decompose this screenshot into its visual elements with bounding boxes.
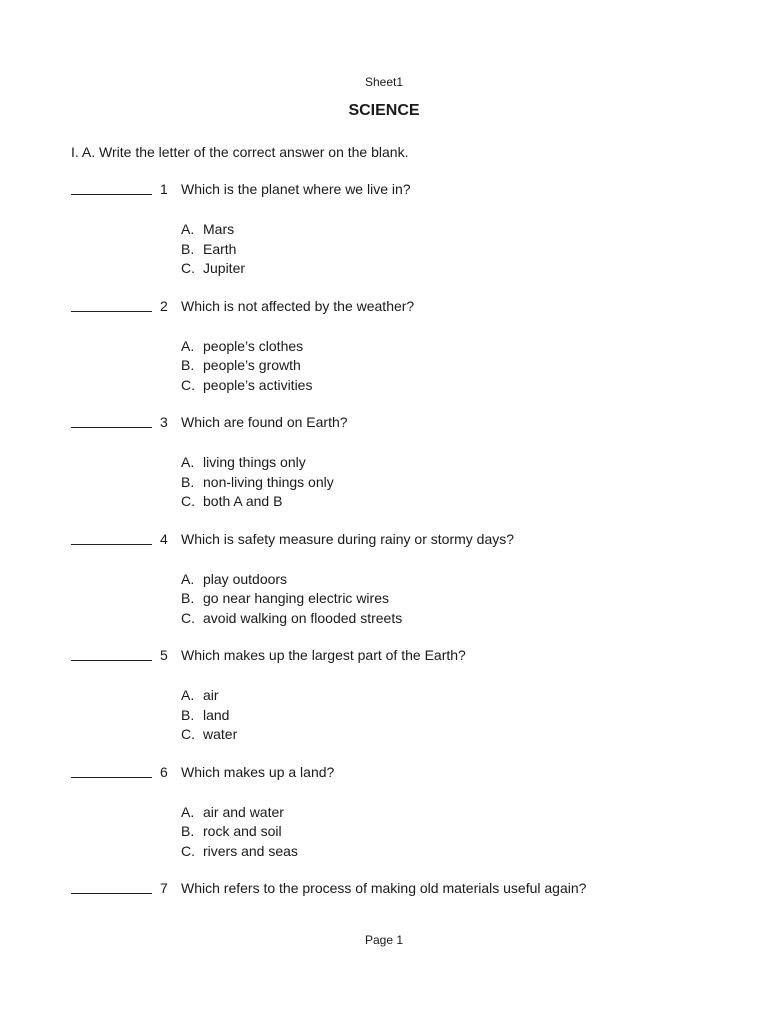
option-item [181,686,237,706]
option-list [181,803,298,862]
answer-blank[interactable] [71,893,152,894]
answer-blank[interactable] [71,311,152,312]
option-item [181,240,245,260]
option-letter: B. [181,473,195,490]
question-number: 2 [160,297,168,314]
option-text: land [203,706,230,723]
option-item [181,803,298,823]
question-text: Which makes up the largest part of the Earth? [181,647,466,663]
option-letter: A. [181,803,195,820]
option-letter: A. [181,337,195,354]
option-letter: B. [181,706,195,723]
option-text: Mars [203,221,235,237]
question-item [0,882,768,906]
question-text: Which is safety measure during rainy or stormy days? [181,530,515,547]
option-item [181,842,298,862]
option-item [181,589,402,609]
question-number: 6 [160,763,168,780]
option-letter: C. [181,609,195,626]
option-letter: B. [181,823,195,839]
option-text: avoid walking on flooded streets [203,609,403,626]
question-text: Which refers to the process of making old materials useful again? [181,880,587,896]
question-item [0,183,768,293]
option-list [181,337,312,396]
option-letter: B. [181,590,195,606]
sheet-label: Sheet1 [364,75,404,89]
answer-blank[interactable] [71,777,152,778]
option-text: water [203,726,238,742]
option-text: Jupiter [203,260,246,276]
option-item [181,473,334,493]
option-item [181,706,237,726]
answer-blank[interactable] [71,427,152,428]
option-item [181,492,334,512]
option-letter: A. [181,454,195,470]
option-item [181,356,312,376]
question-number: 3 [160,414,168,430]
option-list [181,686,237,745]
option-text: people’s growth [203,357,301,373]
option-letter: A. [181,570,195,587]
question-item [0,763,768,876]
option-letter: C. [181,842,195,859]
question-number: 5 [160,647,168,663]
question-text: Which makes up a land? [181,763,335,780]
option-item [181,725,237,745]
option-text: play outdoors [203,570,288,587]
option-list [181,570,402,629]
option-text: air and water [203,803,284,820]
option-text: air [203,687,219,703]
option-item [181,609,402,629]
option-text: people’s activities [203,376,313,393]
option-text: go near hanging electric wires [203,590,389,606]
option-letter: C. [181,376,195,393]
option-text: Earth [203,240,237,257]
option-item [181,337,312,357]
option-item [181,453,334,473]
option-text: living things only [203,454,306,470]
question-number: 1 [160,181,168,197]
option-item [181,220,245,240]
answer-blank[interactable] [71,660,152,661]
option-item [181,822,298,842]
option-text: people’s clothes [203,337,304,354]
option-list [181,453,334,512]
option-text: both A and B [203,493,283,509]
option-item [181,259,245,279]
page-footer: Page 1 [364,933,404,947]
question-item [0,297,768,410]
question-number: 4 [160,530,168,547]
option-text: rock and soil [203,823,282,839]
option-letter: A. [181,687,195,703]
option-list [181,220,245,279]
option-letter: B. [181,357,195,373]
instruction-text: I. A. Write the letter of the correct answer on the blank. [71,144,409,160]
option-text: rivers and seas [203,842,298,859]
option-item [181,570,402,590]
document-title: SCIENCE [348,102,420,119]
question-item [0,416,768,526]
question-number: 7 [160,880,168,896]
option-letter: C. [181,260,195,276]
answer-blank[interactable] [71,194,152,195]
question-text: Which are found on Earth? [181,414,348,430]
question-text: Which is not affected by the weather? [181,297,415,314]
question-item [0,649,768,759]
option-text: non-living things only [203,473,334,490]
option-letter: C. [181,493,195,509]
question-text: Which is the planet where we live in? [181,181,411,197]
answer-blank[interactable] [71,544,152,545]
option-letter: B. [181,240,195,257]
option-letter: A. [181,221,195,237]
question-item [0,530,768,643]
option-letter: C. [181,726,195,742]
option-item [181,376,312,396]
